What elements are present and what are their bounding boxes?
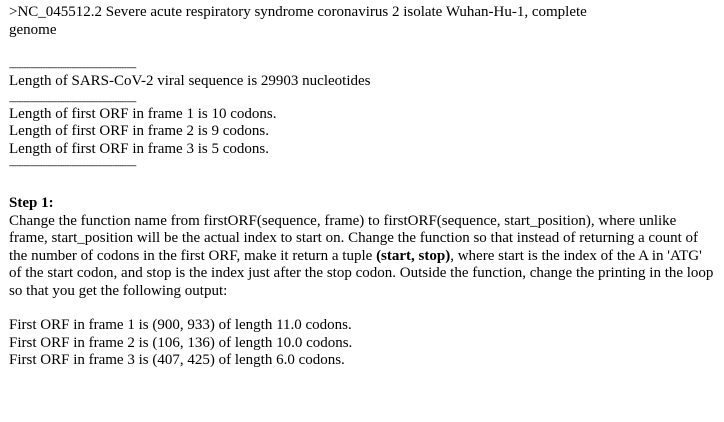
sequence-header (9, 4, 715, 39)
separator-3: ----------------------------------------------------- (9, 161, 137, 170)
sequence-length-line: Length of SARS-CoV-2 viral sequence is 29903 nucleotides (9, 73, 371, 89)
separator-2: ----------------------------------------------------- (9, 96, 137, 106)
step-section (9, 195, 715, 300)
separator-1: ----------------------------------------------------- (9, 63, 137, 72)
output-line-frame-2: First ORF in frame 2 is (106, 136) of length 10.0 codons. (9, 334, 353, 351)
step-text-part-2: , where start is the index of the A in 'ATG' of the start codon, and stop is the index just after the stop codon. Outside the function, change the printing in the loop so that you get the following output: (9, 247, 714, 299)
step-text-bold-start-stop: (start, stop) (376, 247, 451, 264)
orf-length-frame-1: Length of first ORF in frame 1 is 10 codons. (9, 105, 277, 122)
document-body (9, 4, 715, 370)
sequence-header-line-2: genome (9, 21, 57, 38)
step-heading: Step 1: (9, 195, 54, 211)
expected-output (9, 317, 715, 370)
step-text-part-1: Change the function name from firstORF(sequence, frame) to firstORF(sequence, start_position), where unlike frame, start_position will be the actual index to start on. Change the function so that instead of returning a count of the number of codons in the first ORF, make it return a tuple (9, 212, 698, 264)
output-line-frame-3: First ORF in frame 3 is (407, 425) of length 6.0 codons. (9, 352, 345, 368)
orf-length-frame-3: Length of first ORF in frame 3 is 5 codons. (9, 140, 269, 157)
sequence-header-line-1: >NC_045512.2 Severe acute respiratory syndrome coronavirus 2 isolate Wuhan-Hu-1, complete (9, 4, 587, 20)
output-line-frame-1: First ORF in frame 1 is (900, 933) of length 11.0 codons. (9, 317, 352, 333)
orf-length-frame-2: Length of first ORF in frame 2 is 9 codons. (9, 123, 269, 139)
